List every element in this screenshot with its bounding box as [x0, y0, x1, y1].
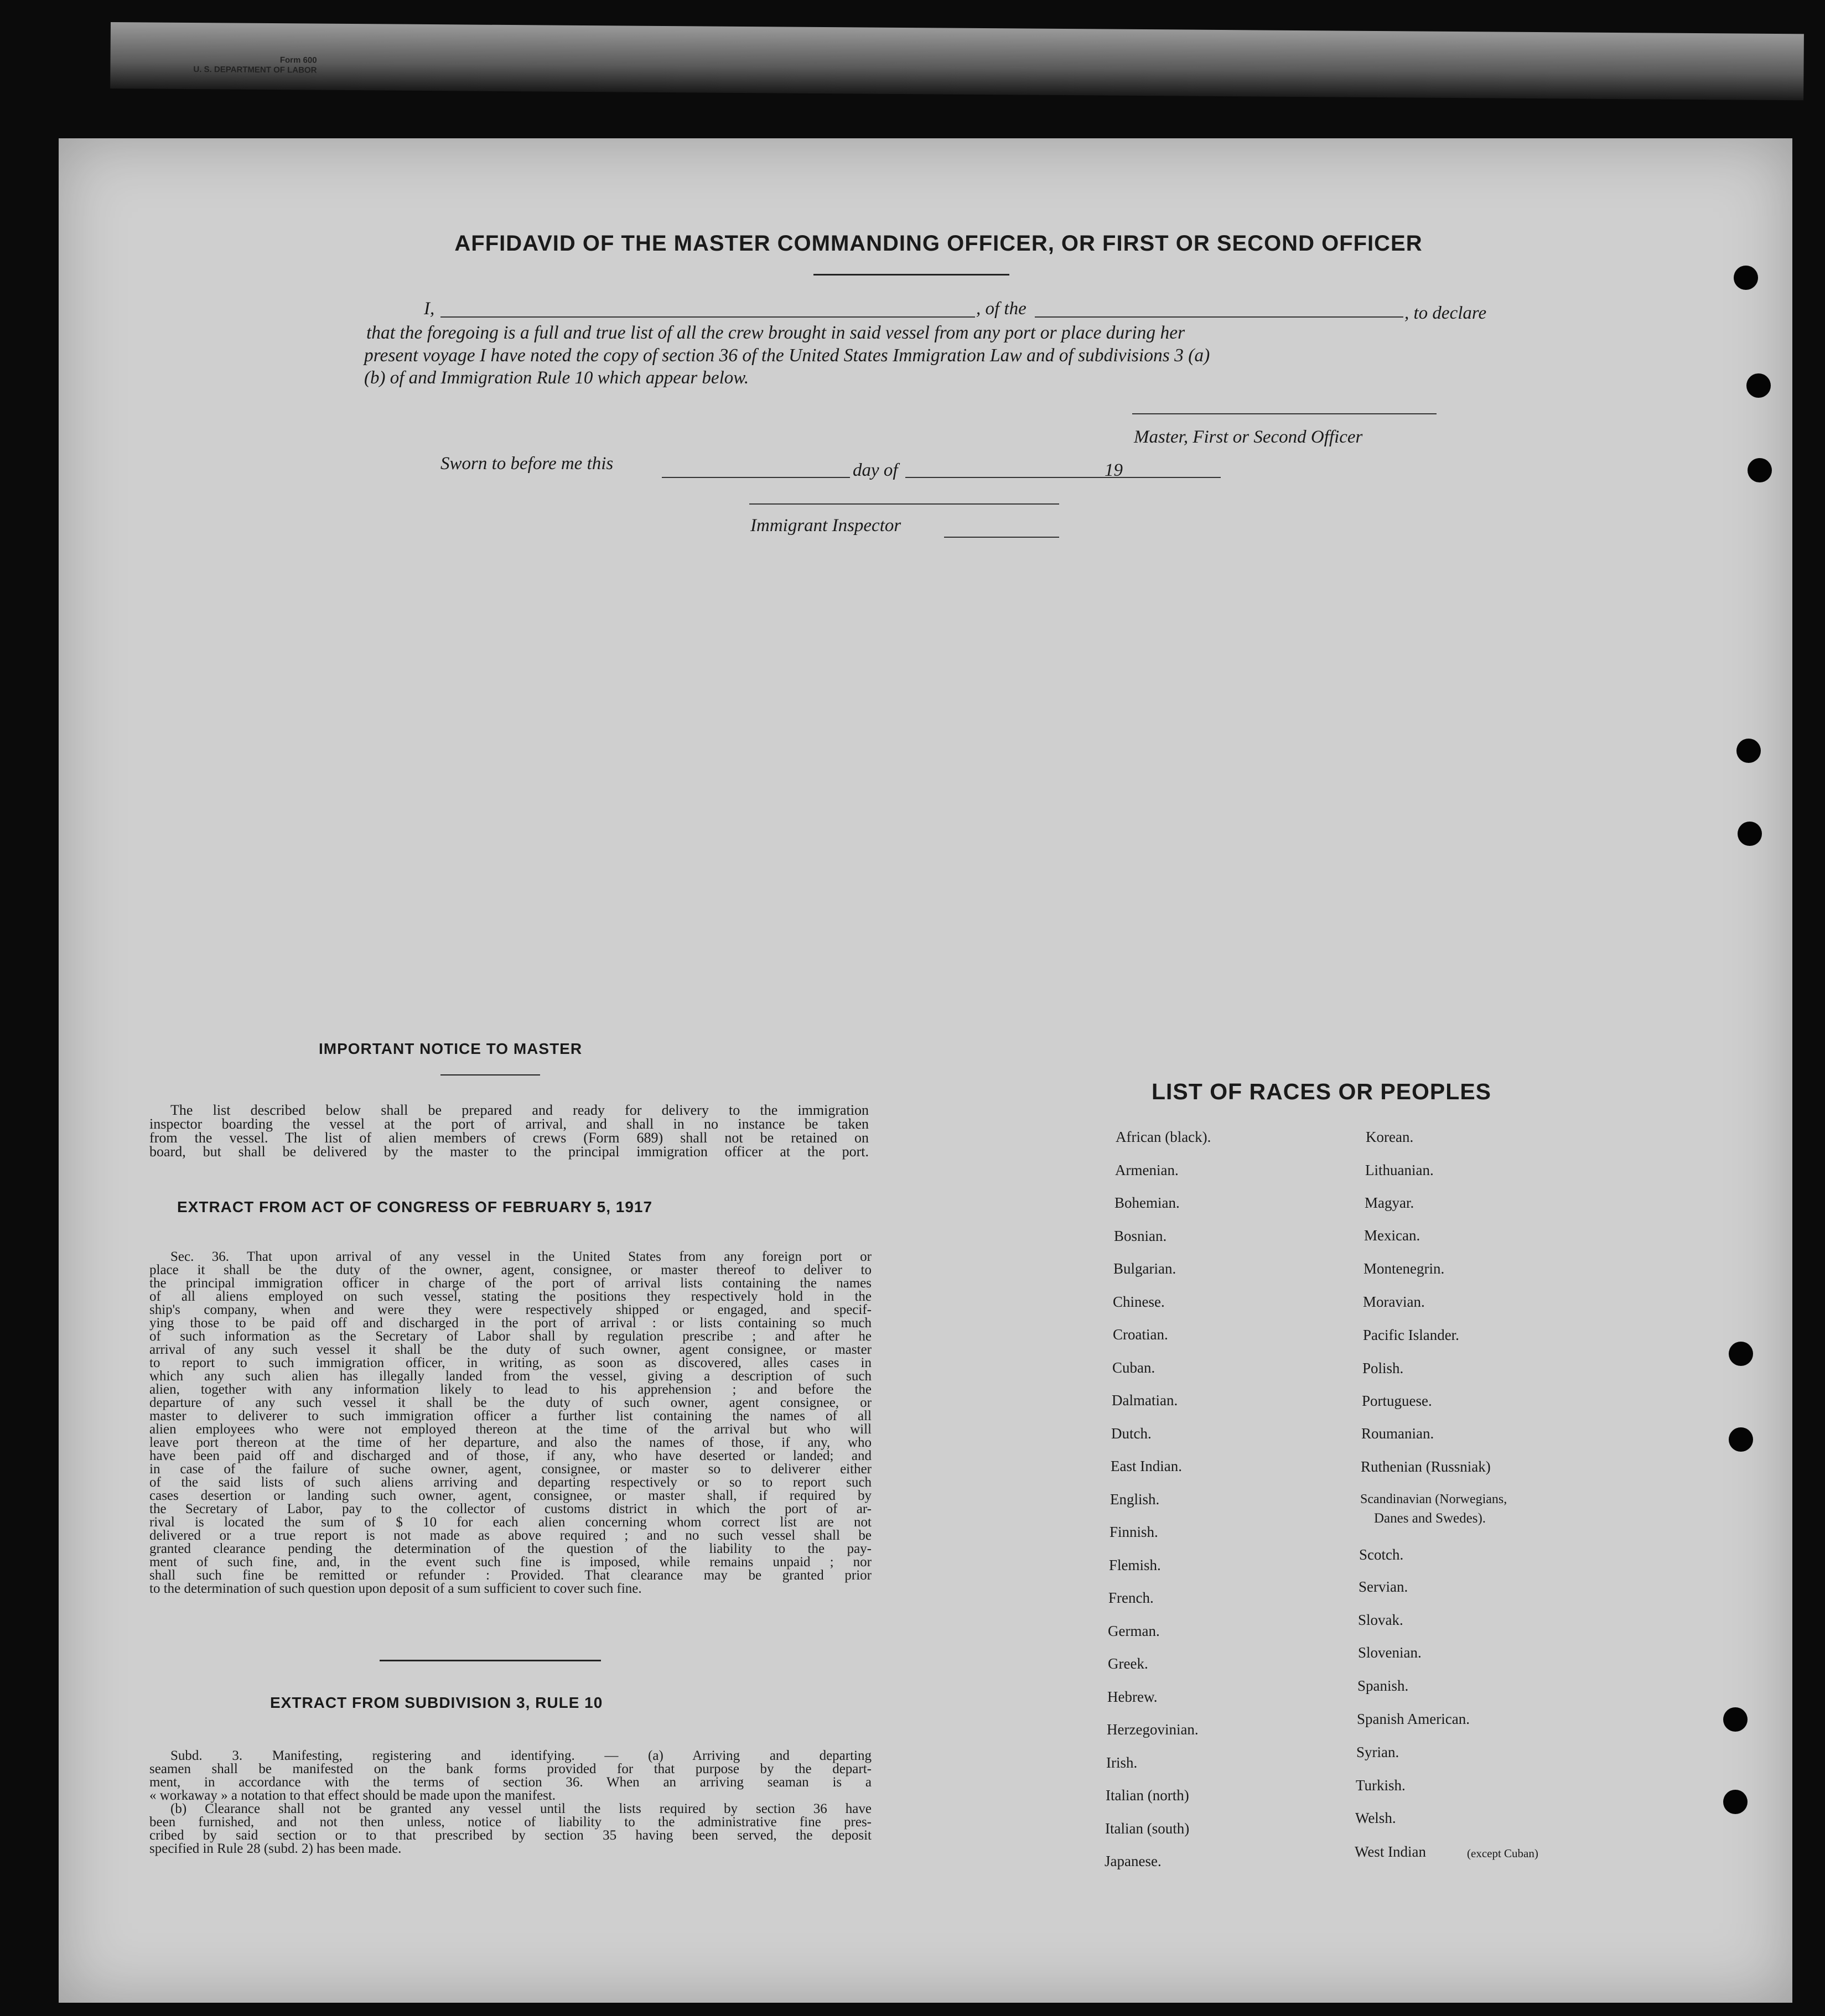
notice-line: The list described below shall be prepared and ready for delivery to the immigration: [170, 1102, 869, 1118]
rule-line: Subd. 3. Manifesting, registering and identifying. — (a) Arriving and departing: [170, 1748, 872, 1763]
race-item: East Indian.: [1111, 1458, 1182, 1474]
act-line: departure of any such vessel it shall be the duty of such owner, agent consignee, or: [149, 1395, 872, 1410]
race-item: Magyar.: [1365, 1194, 1414, 1211]
race-item: Dutch.: [1111, 1425, 1152, 1442]
title-rule: [813, 274, 1009, 276]
act-line: ment of such fine, and, in the event such fine is imposed, while remains unpaid ; nor: [149, 1555, 872, 1570]
race-item: Slovak.: [1358, 1612, 1403, 1628]
rule-line: been furnished, and not then unless, notice of liability to the administrative fine pres-: [149, 1815, 872, 1830]
signature-line: [1132, 413, 1437, 414]
race-item: Hebrew.: [1107, 1688, 1158, 1705]
race-item: Ruthenian (Russniak): [1361, 1458, 1491, 1475]
rule-extract-title: EXTRACT FROM SUBDIVISION 3, RULE 10: [270, 1694, 603, 1711]
race-item: Bosnian.: [1114, 1227, 1167, 1244]
race-item: Armenian.: [1115, 1161, 1179, 1178]
form-tag: [193, 55, 317, 76]
race-item: Lithuanian.: [1365, 1162, 1434, 1178]
act-line: leave port thereon at the time of her departure, and also the names of those, if any, who: [149, 1435, 872, 1450]
binder-hole: [1723, 1707, 1748, 1732]
affidavit-to-declare: , to declare: [1404, 303, 1487, 323]
race-item: Servian.: [1359, 1578, 1408, 1595]
act-line: granted clearance pending the determination of the question of the liability to the pay-: [149, 1541, 872, 1556]
act-line: arrival of any such vessel it shall be the duty of such owner, agent consignee, or master: [149, 1342, 872, 1357]
binder-hole: [1723, 1790, 1748, 1814]
binder-hole: [1734, 266, 1758, 290]
rule-line: « workaway » a notation to that effect should be made upon the manifest.: [149, 1788, 556, 1803]
document-page: [59, 138, 1792, 2003]
race-item: Syrian.: [1356, 1744, 1399, 1760]
affidavit-line-3: present voyage I have noted the copy of section 36 of the United States Immigration Law and of subdivisions 3 (a): [364, 345, 1210, 366]
notice-text: [149, 1103, 869, 1158]
race-item-note: (except Cuban): [1467, 1847, 1538, 1860]
binder-hole: [1729, 1427, 1753, 1452]
act-line: rival is located the sum of $ 10 for each alien concerning whom correct list are not: [149, 1515, 872, 1530]
race-item: Pacific Islander.: [1363, 1327, 1459, 1343]
affidavit-line-4: (b) of and Immigration Rule 10 which appear below.: [364, 368, 749, 388]
race-item: Welsh.: [1355, 1810, 1396, 1826]
race-item: Flemish.: [1109, 1556, 1161, 1573]
race-item: West Indian: [1355, 1843, 1427, 1860]
act-extract-text: [149, 1250, 872, 1596]
affidavit-title: AFFIDAVID OF THE MASTER COMMANDING OFFICER, OR FIRST OR SECOND OFFICER: [454, 231, 1423, 256]
act-line: alien employees who were not employed thereon at the time of the arrival but who will: [149, 1422, 872, 1437]
race-item: Irish.: [1106, 1754, 1138, 1771]
act-line: of all aliens employed on such vessel, stating the positions they respectively hold in the: [149, 1289, 872, 1304]
month-blank-line: [905, 477, 1221, 478]
race-item: Scotch.: [1359, 1546, 1404, 1563]
act-line: of such information as the Secretary of Labor shall by regulation prescribe ; and after he: [149, 1329, 872, 1344]
rule-extract-text: [149, 1749, 872, 1856]
binder-hole: [1746, 373, 1771, 398]
rule-line: seamen shall be manifested on the bank forms provided for that purpose by the depart-: [149, 1762, 872, 1776]
binder-hole: [1729, 1342, 1753, 1366]
race-item: Turkish.: [1356, 1777, 1406, 1794]
affidavit-line-2: that the foregoing is a full and true list of all the crew brought in said vessel from any port or place during her: [366, 323, 1185, 343]
race-item: Moravian.: [1363, 1293, 1425, 1310]
binder-hole: [1748, 458, 1772, 482]
race-item: Scandinavian (Norwegians,: [1360, 1492, 1507, 1506]
act-line: ying those to be paid off and discharged in the port of arrival : or lists containing so much: [149, 1316, 872, 1331]
act-line: to the determination of such question upon deposit of a sum sufficient to cover such fine.: [149, 1581, 642, 1596]
notice-line: from the vessel. The list of alien members of crews (Form 689) shall not be retained on: [149, 1130, 869, 1146]
vessel-blank-line: [1035, 316, 1403, 318]
race-item: Finnish.: [1109, 1524, 1158, 1540]
name-blank-line: [440, 316, 975, 318]
race-item: Mexican.: [1364, 1227, 1420, 1244]
act-line: alien, together with any information likely to lead to his apprehension ; and before the: [149, 1382, 872, 1397]
inspector-label: Immigrant Inspector: [750, 516, 901, 536]
race-item: Italian (north): [1106, 1787, 1189, 1804]
race-item: Danes and Swedes).: [1374, 1511, 1486, 1526]
year-label: 19: [1105, 460, 1123, 480]
inspector-blank-line: [944, 537, 1059, 538]
signature-label: Master, First or Second Officer: [1134, 427, 1363, 447]
race-item: German.: [1108, 1622, 1160, 1639]
section-divider: [380, 1660, 601, 1661]
act-extract-title: EXTRACT FROM ACT OF CONGRESS OF FEBRUARY 5, 1917: [177, 1198, 653, 1215]
rule-line: cribed by said section or to that prescribed by section 35 having been served, the deposit: [149, 1828, 872, 1843]
folder-tab-strip: [110, 22, 1804, 100]
notice-rule: [440, 1074, 540, 1075]
day-blank-line: [662, 477, 850, 478]
act-line: cases desertion or landing such owner, agent, consignee, or master shall, if required by: [149, 1488, 872, 1503]
act-line: to report to such immigration officer, in writing, as soon as discovered, alles cases in: [149, 1355, 872, 1370]
act-line: ship's company, when and were they were respectively shipped or engaged, and specif-: [149, 1302, 872, 1317]
act-line: shall such fine be remitted or refunder : Provided. That clearance may be granted prior: [149, 1568, 872, 1583]
race-item: Greek.: [1108, 1655, 1148, 1672]
day-of-label: day of: [853, 460, 898, 480]
notice-line: inspector boarding the vessel at the port of arrival, and shall in no instance be taken: [149, 1116, 869, 1132]
affidavit-i: I,: [424, 299, 435, 319]
act-line: master to deliverer to such immigration officer a further list containing the names of all: [149, 1409, 872, 1423]
act-line: delivered or a true report is not made as above required ; and no such vessel shall be: [149, 1528, 872, 1543]
rule-line: (b) Clearance shall not be granted any vessel until the lists required by section 36 have: [170, 1801, 872, 1816]
race-item: Cuban.: [1112, 1359, 1155, 1376]
binder-hole: [1736, 739, 1761, 763]
act-line: in case of the failure of suche owner, agent, consignee, or master so to deliverer either: [149, 1462, 872, 1477]
race-item: Dalmatian.: [1112, 1392, 1178, 1409]
form-number: Form 600: [279, 55, 317, 65]
race-item: Chinese.: [1113, 1293, 1165, 1310]
race-item: Bohemian.: [1114, 1194, 1180, 1211]
act-line: have been paid off and discharged and of those, if any, who have deserted or landed; and: [149, 1448, 872, 1463]
race-item: Roumanian.: [1361, 1425, 1434, 1442]
race-item: Polish.: [1362, 1360, 1404, 1376]
department-label: U. S. DEPARTMENT OF LABOR: [193, 65, 317, 75]
race-item: African (black).: [1116, 1129, 1211, 1145]
race-item: Japanese.: [1105, 1853, 1162, 1869]
race-item: Slovenian.: [1358, 1644, 1422, 1661]
act-line: the principal immigration officer in charge of the port of arrival lists containing the names: [149, 1276, 872, 1291]
act-line: the Secretary of Labor, pay to the collector of customs district in which the port of ar-: [149, 1501, 872, 1516]
act-line: Sec. 36. That upon arrival of any vessel in the United States from any foreign port or: [170, 1249, 872, 1264]
race-item: Croatian.: [1113, 1326, 1168, 1343]
act-line: which any such alien has illegally landed from the vessel, giving a description of such: [149, 1369, 872, 1384]
race-item: Montenegrin.: [1363, 1260, 1445, 1277]
act-line: of the said lists of such aliens arriving and departing respectively or so to report such: [149, 1475, 872, 1490]
race-item: Italian (south): [1105, 1820, 1190, 1837]
race-item: Herzegovinian.: [1107, 1721, 1199, 1738]
race-item: Bulgarian.: [1113, 1260, 1176, 1277]
inspector-upper-line: [749, 503, 1059, 505]
race-item: English.: [1110, 1490, 1160, 1508]
race-item: Spanish American.: [1357, 1711, 1470, 1727]
act-line: place it shall be the duty of the owner, agent, consignee, or master thereof to deliver to: [149, 1262, 872, 1277]
rule-line: specified in Rule 28 (subd. 2) has been made.: [149, 1841, 402, 1856]
races-title: LIST OF RACES OR PEOPLES: [1152, 1079, 1492, 1104]
race-item: French.: [1108, 1589, 1154, 1606]
binder-hole: [1738, 822, 1762, 846]
affidavit-of-the: , of the: [976, 299, 1026, 319]
sworn-label: Sworn to before me this: [440, 454, 614, 474]
race-item: Spanish.: [1357, 1677, 1409, 1694]
notice-title: IMPORTANT NOTICE TO MASTER: [319, 1040, 583, 1057]
race-item: Korean.: [1366, 1129, 1414, 1145]
rule-line: ment, in accordance with the terms of section 36. When an arriving seaman is a: [149, 1775, 872, 1790]
notice-line: board, but shall be delivered by the master to the principal immigration officer at the port.: [149, 1144, 869, 1160]
race-item: Portuguese.: [1362, 1393, 1432, 1409]
